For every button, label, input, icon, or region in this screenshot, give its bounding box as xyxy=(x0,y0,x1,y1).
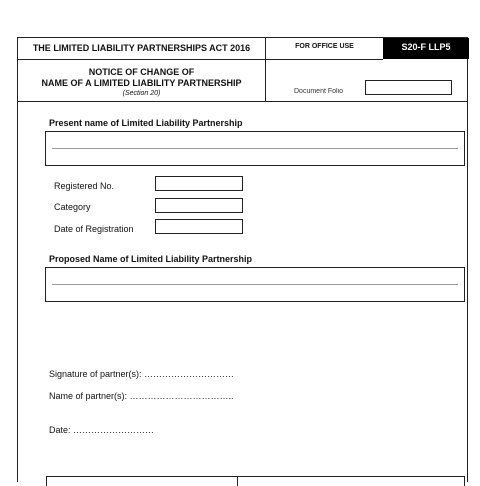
notice-title-line-1: NOTICE OF CHANGE OF xyxy=(88,67,195,77)
registered-no-field[interactable] xyxy=(155,176,243,191)
present-name-field[interactable] xyxy=(45,131,465,166)
document-folio-label: Document Folio xyxy=(294,88,344,95)
proposed-name-field[interactable] xyxy=(45,267,465,302)
office-use-label: FOR OFFICE USE xyxy=(266,38,383,60)
category-field[interactable] xyxy=(155,198,243,213)
form-code-badge: S20-F LLP5 xyxy=(383,38,469,59)
present-name-guideline xyxy=(52,148,458,149)
bottom-table xyxy=(46,476,465,486)
header-title-cell xyxy=(18,38,266,101)
partner-name-line: Name of partner(s): …………………………….. xyxy=(49,391,234,401)
notice-title-line-2: NAME OF A LIMITED LIABILITY PARTNERSHIP xyxy=(41,78,242,88)
proposed-name-guideline xyxy=(52,284,458,285)
section-reference: (Section 20) xyxy=(122,90,161,97)
present-name-label: Present name of Limited Liability Partnership xyxy=(49,118,243,128)
date-line: Date: ……………………… xyxy=(49,425,155,435)
form-header xyxy=(17,37,468,102)
document-folio-field[interactable] xyxy=(365,80,452,95)
date-of-registration-label: Date of Registration xyxy=(54,224,134,234)
category-label: Category xyxy=(54,202,91,212)
signature-line: Signature of partner(s): ………………………… xyxy=(49,369,235,379)
date-of-registration-field[interactable] xyxy=(155,219,243,234)
notice-title xyxy=(18,67,265,89)
bottom-table-divider xyxy=(237,477,238,486)
registered-no-label: Registered No. xyxy=(54,181,115,191)
act-title: THE LIMITED LIABILITY PARTNERSHIPS ACT 2016 xyxy=(18,38,265,60)
proposed-name-label: Proposed Name of Limited Liability Partnership xyxy=(49,254,253,264)
